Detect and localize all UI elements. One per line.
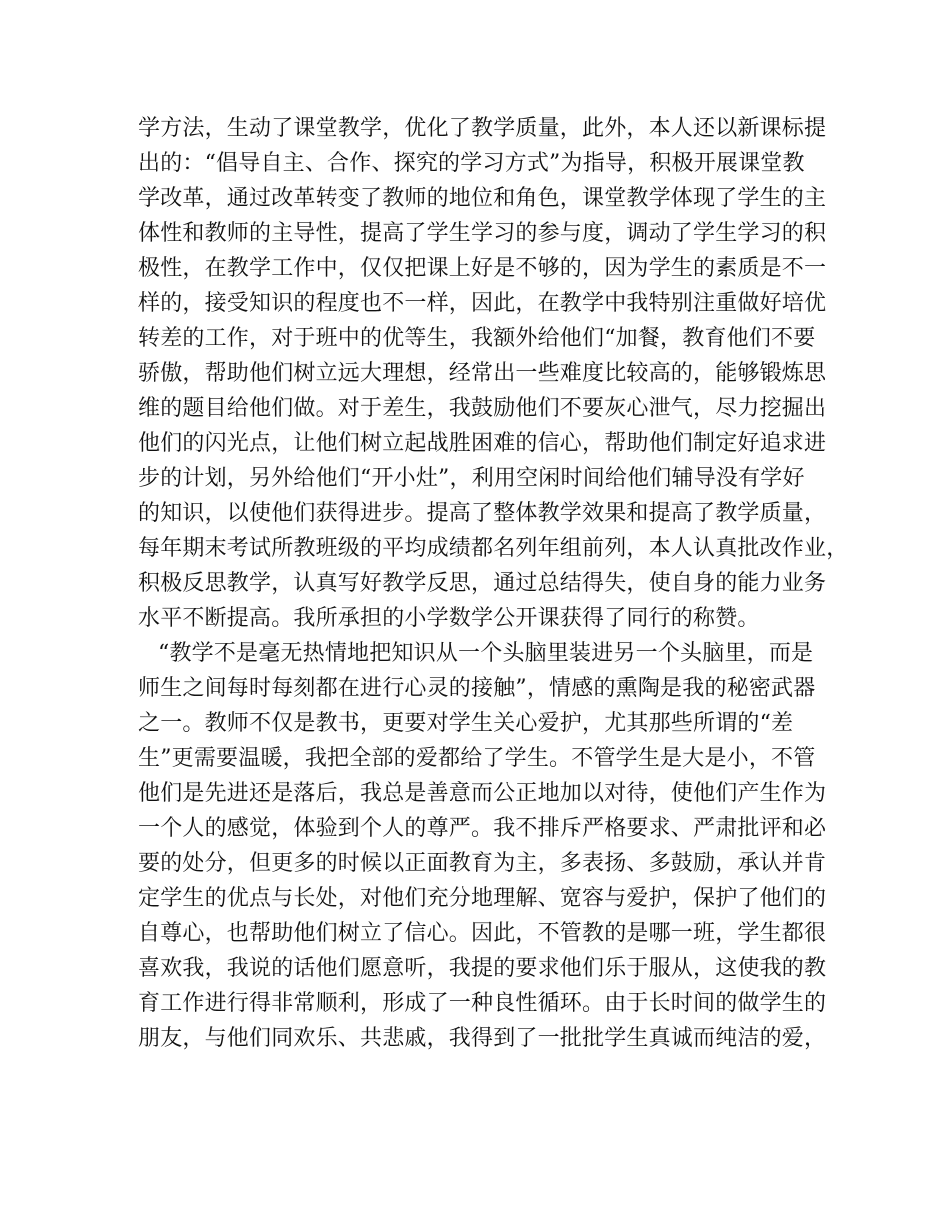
text-line: 样的，接受知识的程度也不一样，因此，在教学中我特别注重做好培优	[138, 291, 827, 316]
text-line: 要的处分，但更多的时候以正面教育为主，多表扬、多鼓励，承认并肯	[138, 851, 827, 876]
text-line: 朋友，与他们同欢乐、共悲戚，我得到了一批批学生真诚而纯洁的爱，	[138, 1026, 827, 1051]
text-line: 育工作进行得非常顺利，形成了一种良性循环。由于长时间的做学生的	[138, 991, 827, 1016]
text-line: 生”更需要温暖，我把全部的爱都给了学生。不管学生是大是小，不管	[138, 746, 816, 771]
text-line: 积极反思教学，认真写好教学反思，通过总结得失，使自身的能力业务	[138, 571, 827, 596]
text-line: 水平不断提高。我所承担的小学数学公开课获得了同行的称赞。	[138, 606, 760, 631]
text-line: 学改革，通过改革转变了教师的地位和角色，课堂教学体现了学生的主	[138, 186, 827, 211]
text-line: 维的题目给他们做。对于差生，我鼓励他们不要灰心泄气，尽力挖掘出	[138, 396, 827, 421]
text-line: 体性和教师的主导性，提高了学生学习的参与度，调动了学生学习的积	[138, 221, 827, 246]
text-line: 自尊心，也帮助他们树立了信心。因此，不管教的是哪一班，学生都很	[138, 921, 827, 946]
text-line: 喜欢我，我说的话他们愿意听，我提的要求他们乐于服从，这使我的教	[138, 956, 827, 981]
text-line: 步的计划，另外给他们“开小灶”，利用空闲时间给他们辅导没有学好	[138, 466, 805, 491]
text-line: 转差的工作，对于班中的优等生，我额外给他们“加餐，教育他们不要	[138, 326, 816, 351]
text-line: 极性，在教学工作中，仅仅把课上好是不够的，因为学生的素质是不一	[138, 256, 827, 281]
text-line: 师生之间每时每刻都在进行心灵的接触”，情感的熏陶是我的秘密武器	[138, 676, 816, 701]
text-line: 之一。教师不仅是教书，更要对学生关心爱护，尤其那些所谓的“差	[138, 711, 794, 736]
text-line: “教学不是毫无热情地把知识从一个头脑里装进另一个头脑里，而是	[158, 641, 814, 666]
text-line: 每年期末考试所教班级的平均成绩都名列年组前列，本人认真批改作业，	[138, 536, 849, 561]
text-line: 定学生的优点与长处，对他们充分地理解、宽容与爱护，保护了他们的	[138, 886, 827, 911]
document-body	[138, 111, 849, 1056]
text-line: 一个人的感觉，体验到个人的尊严。我不排斥严格要求、严肃批评和必	[138, 816, 827, 841]
text-line: 出的：“倡导自主、合作、探究的学习方式”为指导，积极开展课堂教	[138, 151, 805, 176]
text-line: 他们是先进还是落后，我总是善意而公正地加以对待，使他们产生作为	[138, 781, 827, 806]
text-line: 的知识，以使他们获得进步。提高了整体教学效果和提高了教学质量，	[138, 501, 827, 526]
text-line: 他们的闪光点，让他们树立起战胜困难的信心，帮助他们制定好追求进	[138, 431, 827, 456]
text-line: 学方法，生动了课堂教学，优化了教学质量，此外，本人还以新课标提	[138, 116, 827, 141]
text-line: 骄傲，帮助他们树立远大理想，经常出一些难度比较高的，能够锻炼思	[138, 361, 827, 386]
